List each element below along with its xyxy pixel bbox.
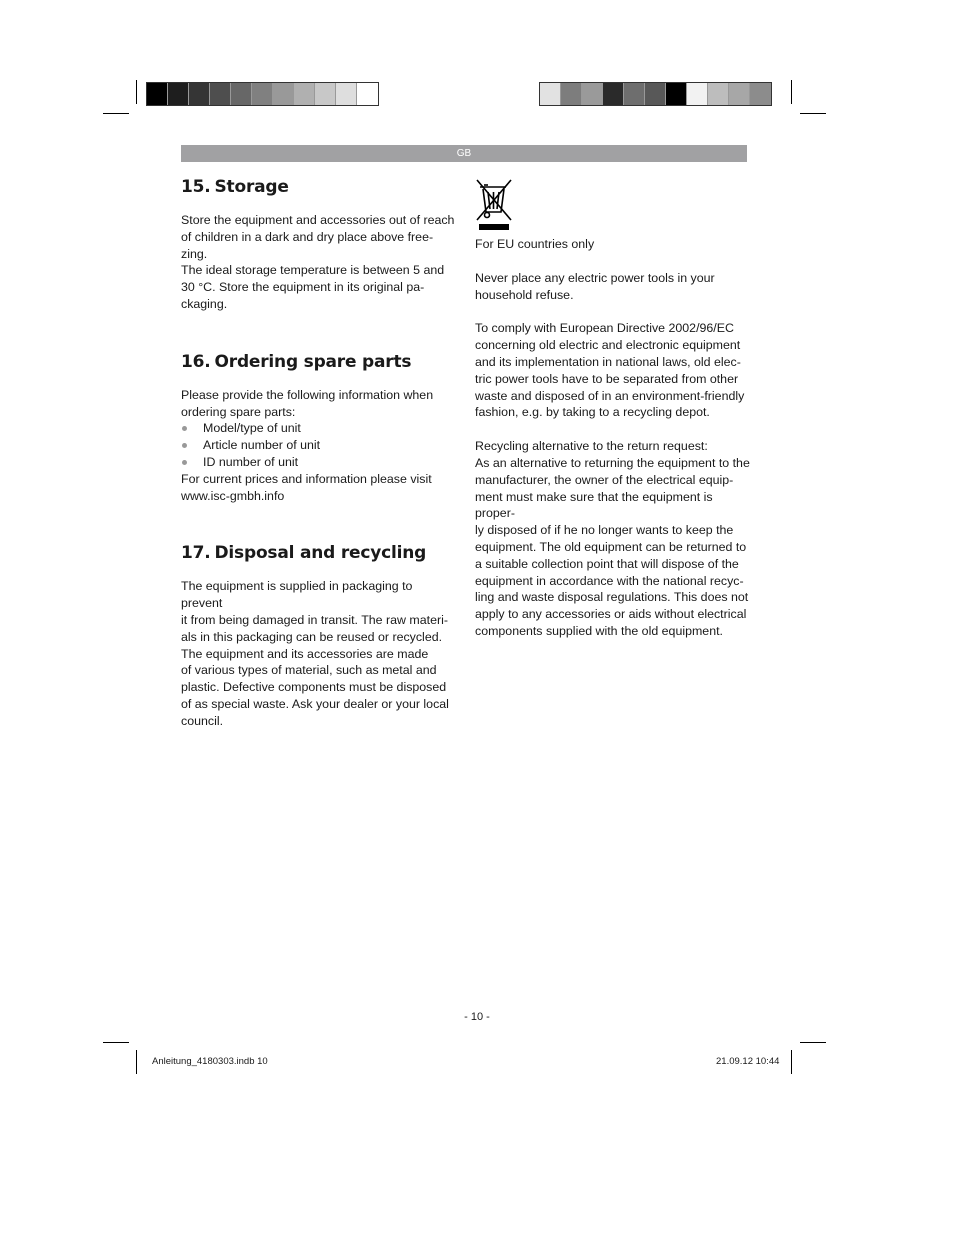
color-swatch	[666, 83, 687, 105]
crop-mark	[136, 80, 137, 104]
color-swatch	[729, 83, 750, 105]
color-swatch	[231, 83, 252, 105]
footer-filename: Anleitung_4180303.indb 10	[152, 1056, 268, 1067]
color-swatch	[645, 83, 666, 105]
language-code: GB	[456, 148, 472, 159]
color-swatch	[582, 83, 603, 105]
crop-mark	[791, 80, 792, 104]
crop-mark	[103, 113, 129, 114]
list-item: Model/type of unit	[181, 420, 456, 437]
crop-mark	[791, 1050, 792, 1074]
language-header-bar	[181, 145, 747, 162]
disposal-text: The equipment is supplied in packaging to prevent it from being damaged in transit. The raw materi- als in this packaging can be reused or recycled. The equipment and its accessories are made of various types of material, such as metal and plastic. Defective components must be disposed of as special waste. Ask your dealer or your local council.	[181, 579, 449, 728]
eu-only-text: For EU countries only	[475, 237, 595, 251]
color-swatch	[294, 83, 315, 105]
spare-parts-outro: For current prices and information please visit www.isc-gmbh.info	[181, 471, 432, 503]
color-swatch	[273, 83, 294, 105]
section-heading-storage: 15. Storage	[181, 177, 289, 197]
never-refuse-text: Never place any electric power tools in your household refuse.	[475, 270, 715, 302]
section-heading-disposal: 17. Disposal and recycling	[181, 543, 427, 564]
color-swatch	[252, 83, 273, 105]
storage-text: Store the equipment and accessories out of reach of children in a dark and dry place above free- zing. The ideal storage temperature is between 5 and 30 °C. Store the equipment in its original pa- ckaging.	[181, 213, 455, 311]
color-swatch	[189, 83, 210, 105]
crop-mark	[103, 1042, 129, 1043]
color-swatch	[708, 83, 729, 105]
left-column	[181, 176, 456, 730]
spare-parts-intro: Please provide the following information when ordering spare parts:	[181, 387, 434, 419]
bullet-icon	[182, 426, 187, 431]
spare-parts-list	[181, 420, 456, 470]
color-swatch	[147, 83, 168, 105]
section-heading-spare-parts: 16. Ordering spare parts	[181, 351, 412, 372]
color-calibration-bar-right	[539, 82, 772, 106]
directive-text: To comply with European Directive 2002/96/EC concerning old electric and electronic equipment and its implementation in national laws, old elec- tric power tools have to be separated from other waste and disposed of in an environment-friendly fashion, e.g. by taking to a recycling depot.	[475, 321, 745, 420]
color-calibration-bar-left	[146, 82, 379, 106]
color-swatch	[315, 83, 336, 105]
footer-datetime: 21.09.12 10:44	[716, 1056, 780, 1067]
page-number: - 10 -	[464, 1011, 490, 1023]
bullet-icon	[182, 460, 187, 465]
website-link: www.isc-gmbh.info	[181, 488, 285, 503]
list-item: Article number of unit	[181, 437, 456, 454]
crossed-out-wheelie-bin-icon	[475, 176, 513, 230]
crop-mark	[800, 1042, 826, 1043]
crop-mark	[136, 1050, 137, 1074]
color-swatch	[168, 83, 189, 105]
recycling-alternative-text: Recycling alternative to the return request: As an alternative to returning the equipment to the manufacturer, the owner of the electrical equip- ment must make sure that the equipment is proper- ly disposed of if he no longer wants to keep the equipment. The old equipment can be returned to a suitable collection point that will dispose of the equipment in accordance with the national recyc- ling and waste disposal regulations. This does not apply to any accessories or aids without electrical components supplied with the old equipment.	[475, 439, 750, 638]
color-swatch	[561, 83, 582, 105]
color-swatch	[357, 83, 378, 105]
crop-mark	[800, 113, 826, 114]
color-swatch	[540, 83, 561, 105]
list-item: ID number of unit	[181, 454, 456, 471]
color-swatch	[603, 83, 624, 105]
color-swatch	[750, 83, 771, 105]
right-column	[475, 176, 750, 640]
color-swatch	[624, 83, 645, 105]
color-swatch	[210, 83, 231, 105]
color-swatch	[687, 83, 708, 105]
bullet-icon	[182, 443, 187, 448]
color-swatch	[336, 83, 357, 105]
